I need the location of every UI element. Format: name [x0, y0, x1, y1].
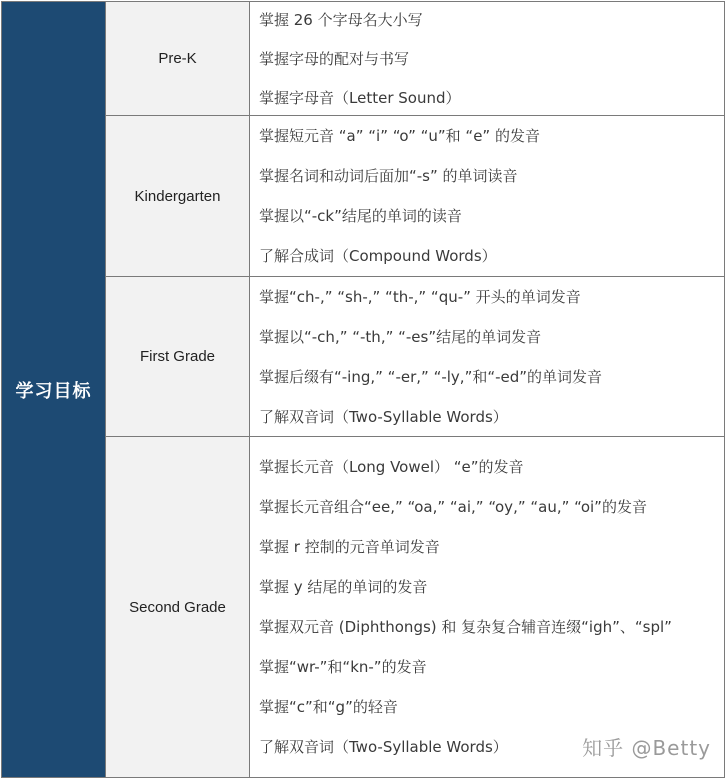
- goal-item: 掌握“wr-”和“kn-”的发音: [259, 658, 427, 676]
- learning-goals-label: 学习目标: [2, 2, 106, 778]
- table-row-first-grade: [2, 277, 725, 437]
- goal-item: 掌握“ch-,” “sh-,” “th-,” “qu-” 开头的单词发音: [259, 287, 581, 306]
- grade-label-kindergarten: Kindergarten: [106, 116, 250, 277]
- goal-item: 掌握以“-ck”结尾的单词的读音: [259, 207, 462, 225]
- grade-label-first-grade: First Grade: [106, 277, 250, 437]
- goal-item: 了解双音词（Two-Syllable Words）: [259, 738, 508, 756]
- zhihu-watermark: 知乎 @Betty: [582, 736, 711, 760]
- goal-item: 掌握字母的配对与书写: [259, 49, 410, 68]
- goal-item: 掌握长元音（Long Vowel） “e”的发音: [259, 458, 524, 476]
- goal-item: 掌握 y 结尾的单词的发音: [259, 578, 428, 596]
- goal-item: 掌握 r 控制的元音单词发音: [259, 538, 440, 556]
- goals-cell-first-grade: [250, 277, 725, 437]
- table-row-kindergarten: [2, 116, 725, 277]
- goals-cell-kindergarten: [250, 116, 725, 277]
- grade-label-pre-k: Pre-K: [106, 2, 250, 116]
- grade-label-second-grade: Second Grade: [106, 437, 250, 778]
- goal-item: 掌握长元音组合“ee,” “oa,” “ai,” “oy,” “au,” “oi”的发音: [259, 498, 647, 516]
- goal-item: 掌握名词和动词后面加“-s” 的单词读音: [259, 167, 518, 185]
- goal-item: 掌握双元音 (Diphthongs) 和 复杂复合辅音连缀“igh”、“spl”: [259, 618, 672, 636]
- goals-cell-pre-k: [250, 2, 725, 116]
- goal-item: 掌握短元音 “a” “i” “o” “u”和 “e” 的发音: [259, 127, 540, 145]
- goal-item: 了解双音词（Two-Syllable Words）: [259, 407, 508, 426]
- goal-item: 了解合成词（Compound Words）: [259, 247, 497, 265]
- goal-item: 掌握后缀有“-ing,” “-er,” “-ly,”和“-ed”的单词发音: [259, 367, 603, 386]
- goal-item: 掌握“c”和“g”的轻音: [259, 698, 398, 716]
- goal-item: 掌握 26 个字母名大小写: [259, 10, 423, 29]
- learning-goals-table: [1, 1, 725, 778]
- table-row-pre-k: [2, 2, 725, 116]
- goals-cell-second-grade: [250, 437, 725, 778]
- goal-item: 掌握以“-ch,” “-th,” “-es”结尾的单词发音: [259, 327, 542, 346]
- table-row-second-grade: [2, 437, 725, 778]
- goal-item: 掌握字母音（Letter Sound）: [259, 88, 461, 107]
